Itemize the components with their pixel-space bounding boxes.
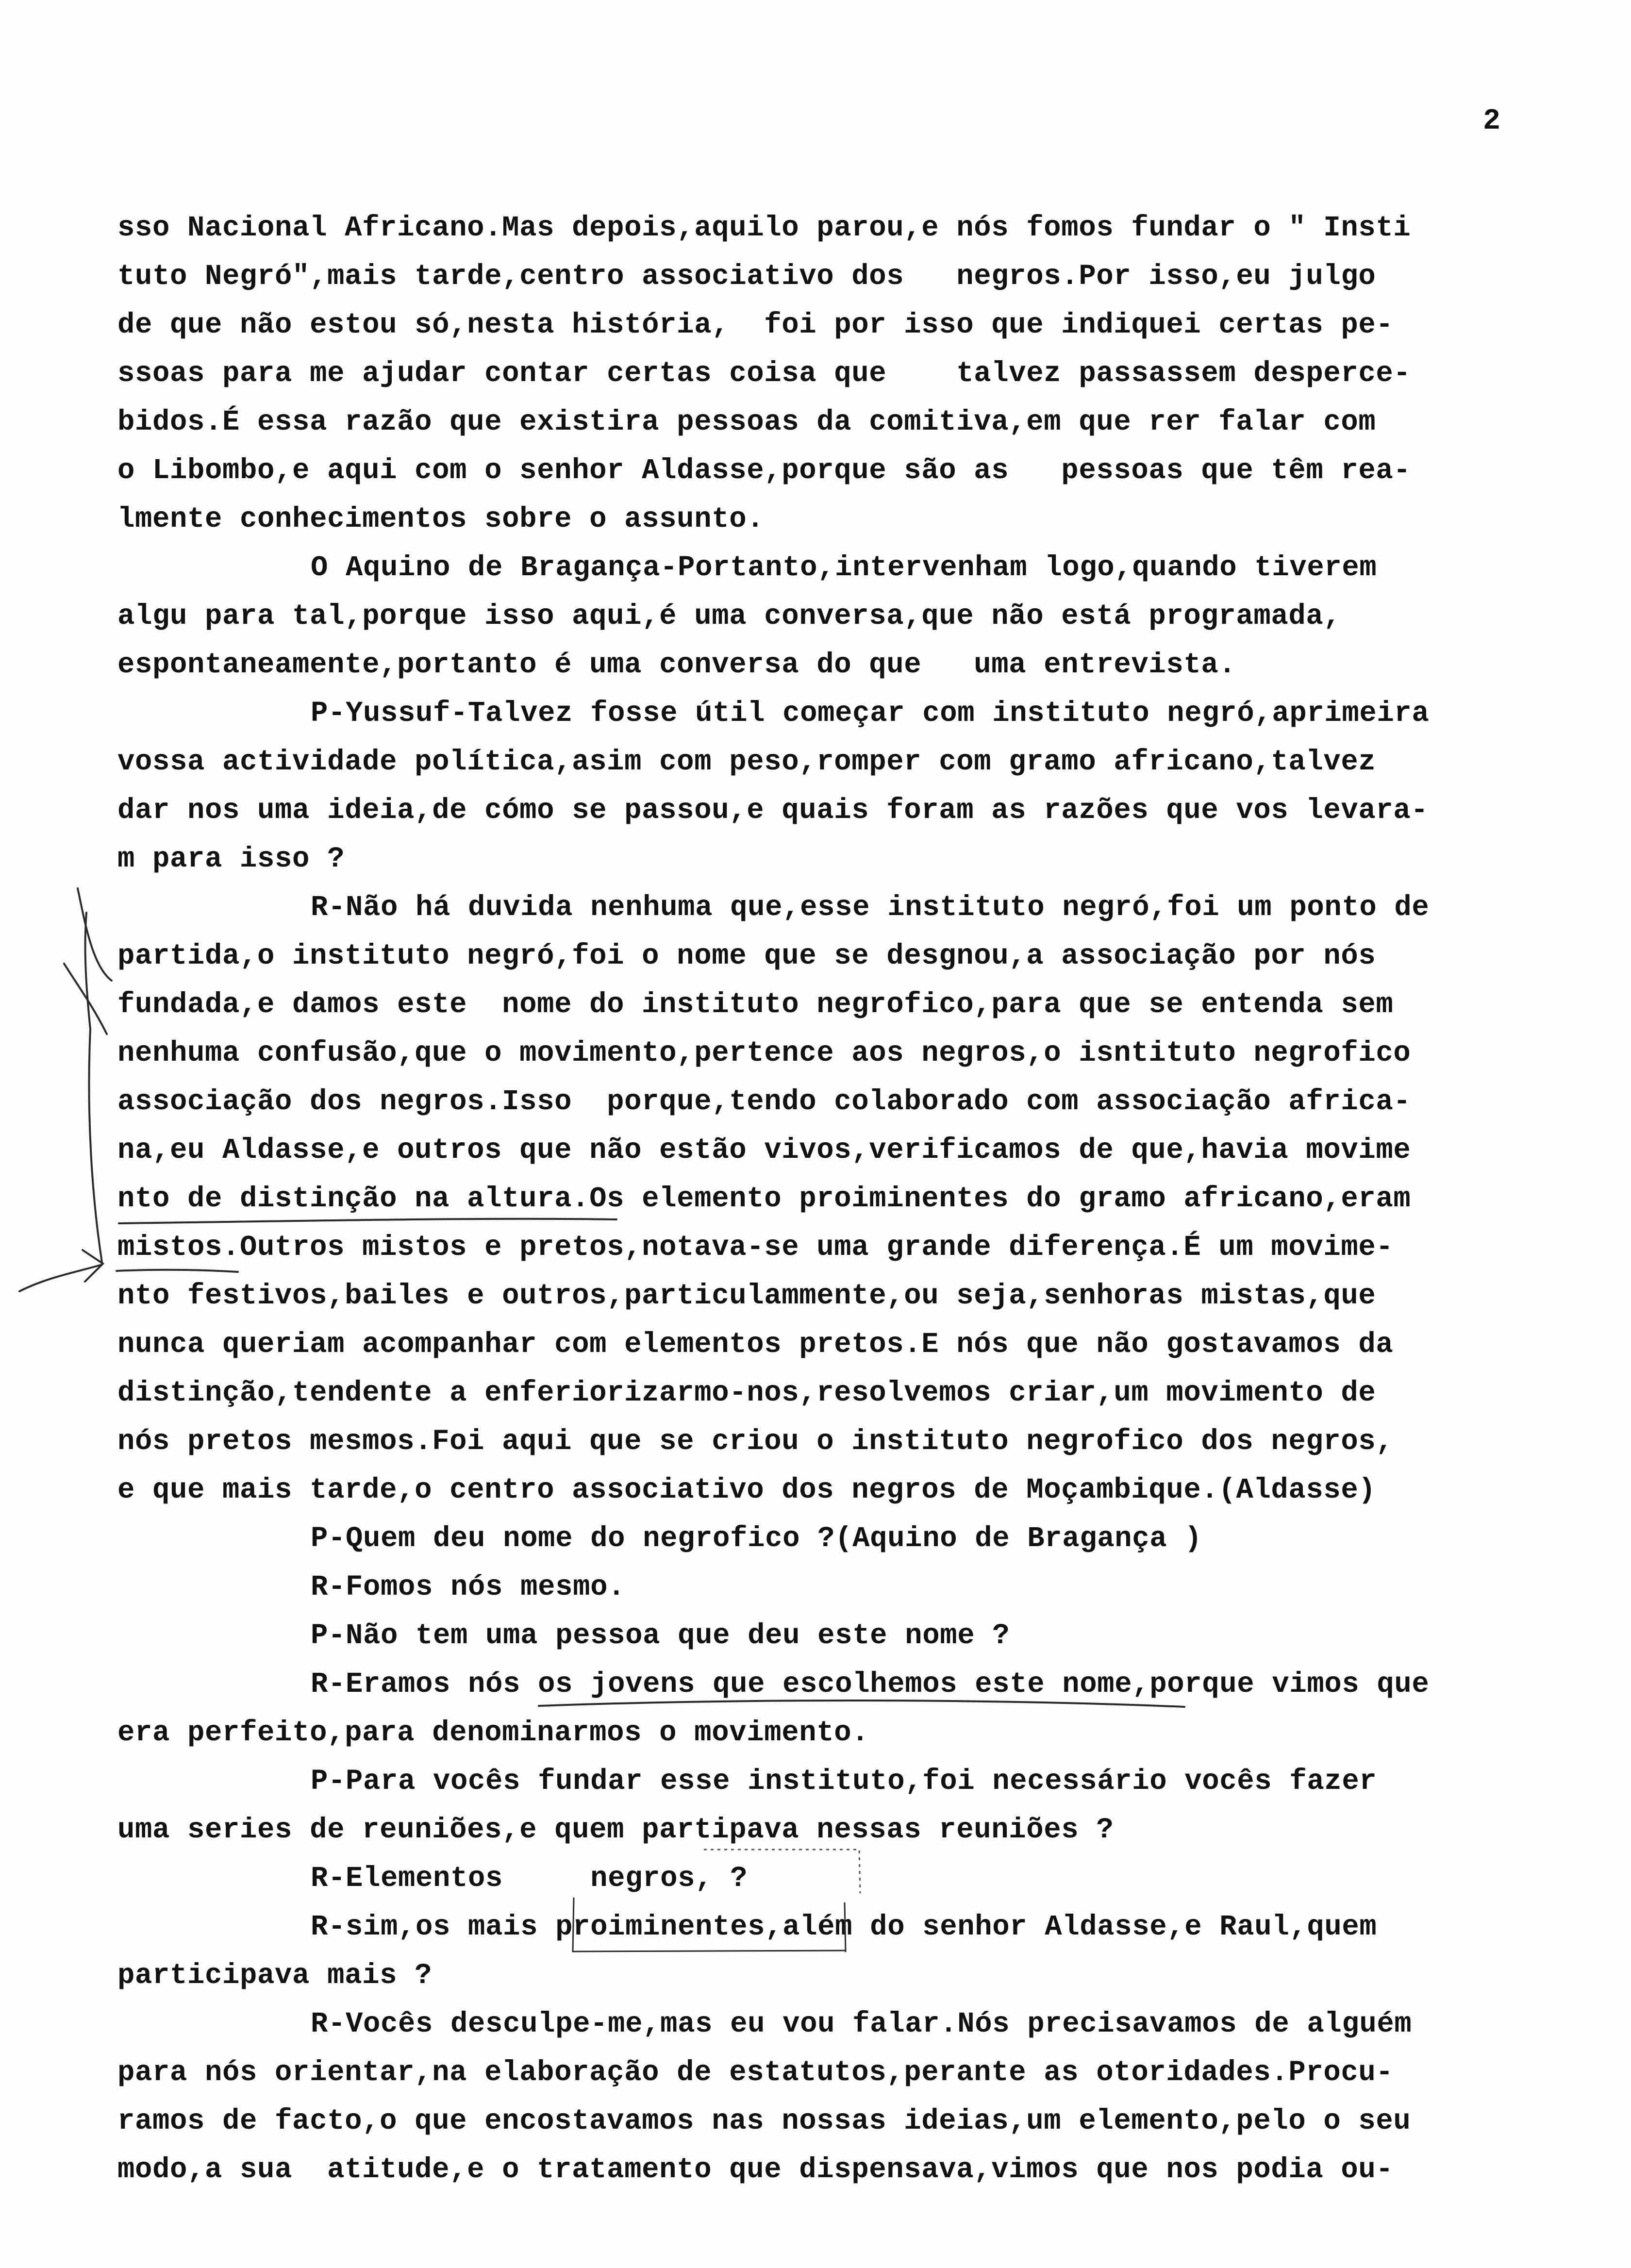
text-line: vossa actividade política,asim com peso,romper com gramo africano,talvez <box>117 746 1376 778</box>
text-line: nto de distinção na altura.Os elemento proiminentes do gramo africano,eram <box>117 1183 1411 1215</box>
paragraph-start-line: R-Vocês desculpe-me,mas eu vou falar.Nós precisavamos de alguém <box>311 2008 1412 2040</box>
paragraph-start-line: O Aquino de Bragança-Portanto,intervenham logo,quando tiverem <box>311 551 1377 584</box>
paragraph-start-line: P-Quem deu nome do negrofico ?(Aquino de Bragança ) <box>311 1522 1202 1555</box>
text-line: ssoas para me ajudar contar certas coisa que talvez passassem desperce- <box>117 357 1411 390</box>
text-line: era perfeito,para denominarmos o movimento. <box>117 1717 869 1749</box>
text-line: m para isso ? <box>117 843 345 875</box>
paragraph-start-line: R-sim,os mais proiminentes,além do senhor Aldasse,e Raul,quem <box>311 1911 1377 1943</box>
text-line: o Libombo,e aqui com o senhor Aldasse,porque são as pessoas que têm rea- <box>117 454 1411 487</box>
text-line: espontaneamente,portanto é uma conversa do que uma entrevista. <box>117 649 1236 681</box>
transcript-body <box>117 204 1569 2194</box>
text-line: para nós orientar,na elaboração de estatutos,perante as otoridades.Procu- <box>117 2056 1394 2089</box>
text-line: de que não estou só,nesta história, foi por isso que indiquei certas pe- <box>117 309 1394 341</box>
text-line: bidos.É essa razão que existira pessoas da comitiva,em que rer falar com <box>117 406 1376 438</box>
text-line: na,eu Aldasse,e outros que não estão vivos,verificamos de que,havia movime <box>117 1134 1411 1167</box>
text-line: sso Nacional Africano.Mas depois,aquilo parou,e nós fomos fundar o " Insti <box>117 212 1411 244</box>
text-line: tuto Negró",mais tarde,centro associativo dos negros.Por isso,eu julgo <box>117 260 1376 293</box>
text-line: algu para tal,porque isso aqui,é uma conversa,que não está programada, <box>117 600 1341 633</box>
text-line: mistos.Outros mistos e pretos,notava-se uma grande diferença.É um movime- <box>117 1231 1394 1264</box>
text-line: nenhuma confusão,que o movimento,pertence aos negros,o isntituto negrofico <box>117 1037 1411 1069</box>
text-line: e que mais tarde,o centro associativo dos negros de Moçambique.(Aldasse) <box>117 1474 1376 1506</box>
paragraph-start-line: R-Fomos nós mesmo. <box>311 1571 626 1603</box>
paragraph-start-line: P-Yussuf-Talvez fosse útil começar com instituto negró,aprimeira <box>311 697 1430 730</box>
text-line: fundada,e damos este nome do instituto negrofico,para que se entenda sem <box>117 988 1394 1021</box>
text-line: distinção,tendente a enferiorizarmo-nos,resolvemos criar,um movimento de <box>117 1377 1376 1409</box>
text-line: partida,o instituto negró,foi o nome que se desgnou,a associação por nós <box>117 940 1376 972</box>
text-line: ramos de facto,o que encostavamos nas nossas ideias,um elemento,pelo o seu <box>117 2105 1411 2137</box>
text-line: nunca queriam acompanhar com elementos pretos.E nós que não gostavamos da <box>117 1328 1394 1361</box>
text-line: modo,a sua atitude,e o tratamento que dispensava,vimos que nos podia ou- <box>117 2153 1394 2186</box>
text-line: nós pretos mesmos.Foi aqui que se criou o instituto negrofico dos negros, <box>117 1425 1394 1458</box>
paragraph-start-line: R-Eramos nós os jovens que escolhemos este nome,porque vimos que <box>311 1668 1430 1701</box>
paragraph-start-line: P-Não tem uma pessoa que deu este nome ? <box>311 1619 1010 1652</box>
text-line: associação dos negros.Isso porque,tendo colaborado com associação africa- <box>117 1085 1411 1118</box>
text-line: participava mais ? <box>117 1959 433 1992</box>
margin-arrow-mark <box>19 888 112 1291</box>
text-line: lmente conhecimentos sobre o assunto. <box>117 503 765 535</box>
paragraph-start-line: R-Não há duvida nenhuma que,esse instituto negró,foi um ponto de <box>311 891 1430 924</box>
text-line: uma series de reuniões,e quem partipava nessas reuniões ? <box>117 1814 1114 1846</box>
page-number: 2 <box>1483 105 1501 138</box>
paragraph-start-line: P-Para vocês fundar esse instituto,foi necessário vocês fazer <box>311 1765 1377 1798</box>
text-line: dar nos uma ideia,de cómo se passou,e quais foram as razões que vos levara- <box>117 794 1429 827</box>
paragraph-start-line: R-Elementos negros, ? <box>311 1862 748 1895</box>
text-line: nto festivos,bailes e outros,particulammente,ou seja,senhoras mistas,que <box>117 1280 1376 1312</box>
